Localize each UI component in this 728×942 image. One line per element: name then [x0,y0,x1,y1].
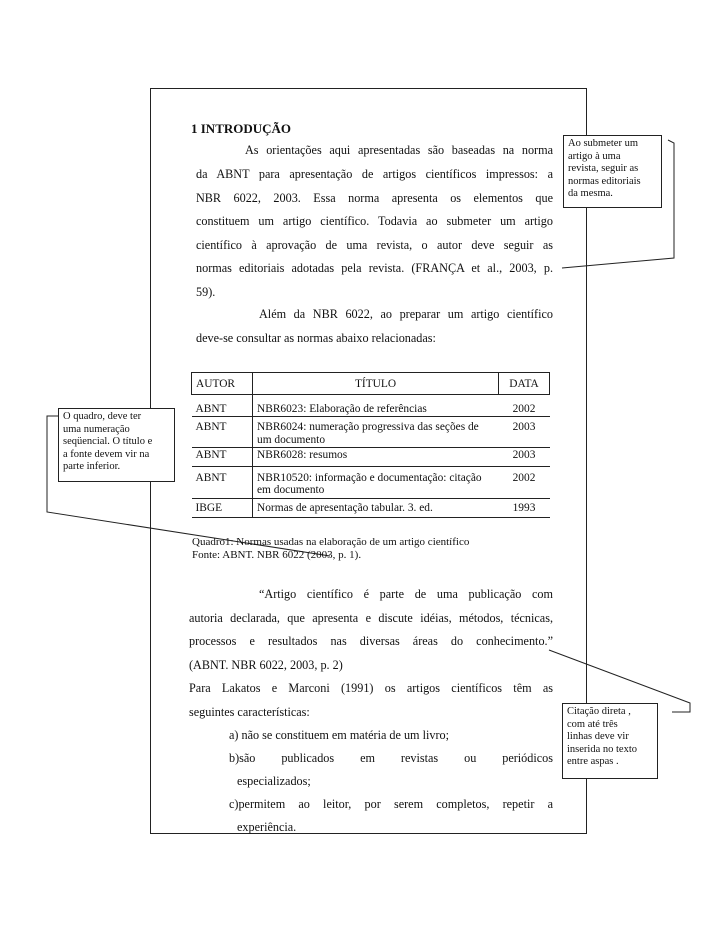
table-row [192,466,550,498]
table-row [192,498,550,518]
cell-date: 2002 [499,394,550,417]
cell-title: NBR6023: Elaboração de referências [253,394,499,417]
cell-date: 2003 [499,417,550,448]
callout-line: entre aspas . [567,756,619,767]
list-item: c)permitem ao leitor, por serem completos, repetir a [229,797,553,811]
cell-author: ABNT [192,448,253,467]
header-author: AUTOR [192,373,253,395]
cell-date: 2002 [499,466,550,498]
callout-line: parte inferior. [63,461,121,472]
callout-line: linhas deve vir [567,731,629,742]
norms-table [191,372,550,518]
cell-date: 1993 [499,498,550,518]
list-item: b)são publicados em revistas ou periódicos [229,751,553,765]
cell-title: Normas de apresentação tabular. 3. ed. [253,498,499,518]
cell-title: NBR6028: resumos [253,448,499,467]
table-row [192,448,550,467]
callout-line: a fonte devem vir na [63,448,150,460]
cell-author: ABNT [192,466,253,498]
table-row [192,417,550,448]
table-row [192,394,550,417]
cell-author: ABNT [192,394,253,417]
intro-line: da ABNT para apresentação de artigos científicos impressos: a [196,167,553,181]
callout-line: seqüencial. O título e [63,436,153,447]
intro-line: 59). [196,285,216,299]
lakatos-line: seguintes características: [189,705,310,719]
callout-line: Ao submeter um [568,138,638,149]
section-title: 1 INTRODUÇÃO [191,121,292,136]
callout-line: normas editoriais [568,175,641,187]
callout-line: revista, seguir as [568,163,639,174]
callout-line: inserida no texto [567,743,637,755]
quote-line: autoria declarada, que apresenta e discute idéias, métodos, técnicas, [189,611,553,625]
intro-line: normas editoriais adotadas pela revista. (FRANÇA et al., 2003, p. [196,261,553,275]
callout-bottom-right [562,703,658,779]
header-title: TÍTULO [253,373,499,395]
table-caption: Quadro1: Normas usadas na elaboração de um artigo científico [192,536,470,548]
table-source: Fonte: ABNT. NBR 6022 (2003, p. 1). [192,549,362,561]
list-item: a) não se constituem em matéria de um livro; [229,728,449,742]
header-date: DATA [499,373,550,395]
lakatos-line: Para Lakatos e Marconi (1991) os artigos científicos têm as [189,681,553,695]
callout-left [58,408,175,482]
intro-line: As orientações aqui apresentadas são baseadas na norma [245,143,553,157]
callout-line: com até três [567,718,618,730]
intro-line: NBR 6022, 2003. Essa norma apresenta os elementos que [196,191,553,205]
quote-line: (ABNT. NBR 6022, 2003, p. 2) [189,658,343,672]
cell-date: 2003 [499,448,550,467]
callout-line: artigo à uma [568,150,621,162]
para2-line: deve-se consultar as normas abaixo relacionadas: [196,331,436,345]
list-item: experiência. [237,820,297,834]
list-item: especializados; [237,774,311,788]
callout-line: uma numeração [63,423,130,435]
cell-author: IBGE [192,498,253,518]
callout-line: O quadro, deve ter [63,411,142,422]
quote-line: processos e resultados nas diversas áreas do conhecimento.” [189,634,553,648]
callout-line: da mesma. [568,188,613,199]
table-header-row [192,373,550,395]
quote-line: “Artigo científico é parte de uma publicação com [259,587,553,601]
intro-line: constituem um artigo científico. Todavia ao submeter um artigo [196,214,553,228]
callout-line: Citação direta , [567,706,631,717]
intro-line: científico à aprovação de uma revista, o autor deve seguir as [196,238,553,252]
cell-author: ABNT [192,417,253,448]
para2-line: Além da NBR 6022, ao preparar um artigo científico [259,307,553,321]
callout-top-right [563,135,662,208]
cell-title: NBR6024: numeração progressiva das seções de um documento [253,417,499,448]
cell-title: NBR10520: informação e documentação: citação em documento [253,466,499,498]
